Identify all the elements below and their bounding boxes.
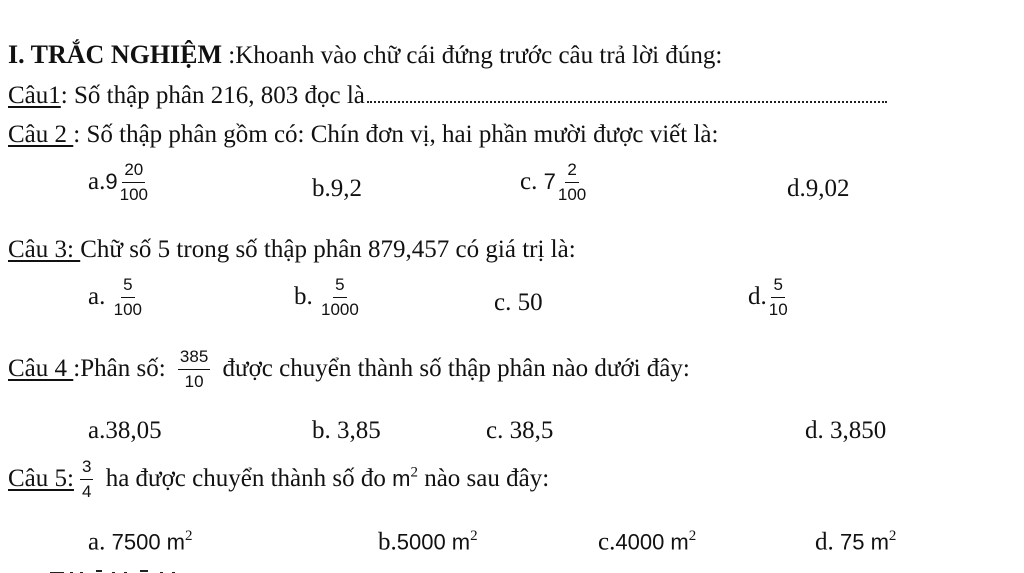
q4-option-a[interactable]: a.38,05	[88, 417, 162, 444]
question-4-fraction	[178, 347, 210, 391]
answer-dotted-line	[367, 99, 887, 103]
question-3-text: Chữ số 5 trong số thập phân 879,457 có giá trị là:	[80, 236, 576, 263]
q5-option-d-exponent: 2	[888, 528, 897, 544]
q5-option-b-exponent: 2	[470, 528, 478, 544]
section-label: I. TRẮC NGHIỆM	[8, 40, 223, 69]
q5-option-a-value: 7500 m	[111, 529, 185, 555]
question-4-label: Câu 4	[8, 355, 74, 383]
cut-off-next-heading	[0, 564, 1024, 573]
question-1-text: : Số thập phân 216, 803 đọc là	[60, 82, 365, 109]
question-5-text-after: nào sau đây:	[417, 465, 550, 493]
q2-option-a-denominator: 100	[119, 184, 148, 204]
q3-option-b-prefix: b.	[294, 283, 319, 311]
q2-option-b[interactable]: b.9,2	[312, 175, 362, 202]
question-5-text-before-unit: ha được chuyển thành số đo	[99, 465, 393, 493]
q3-option-b-fraction	[319, 275, 361, 319]
q3-option-a-fraction	[112, 275, 144, 319]
q2-option-c-denominator: 100	[557, 184, 587, 204]
question-5	[8, 457, 549, 501]
q3-option-d-denominator: 10	[768, 299, 788, 319]
q3-option-a[interactable]	[88, 275, 144, 319]
question-2-label: Câu 2	[8, 121, 74, 148]
q3-option-d-prefix: d.	[748, 283, 767, 311]
q5-option-b-prefix: b.	[378, 528, 397, 556]
q5-option-a-prefix: a.	[88, 528, 112, 556]
q5-option-c-exponent: 2	[688, 528, 697, 544]
q5-option-c[interactable]	[598, 528, 696, 556]
question-3-label: Câu 3:	[8, 236, 81, 263]
q2-option-d[interactable]: d.9,02	[787, 175, 850, 202]
q5-option-d-prefix: d.	[815, 528, 840, 556]
section-heading	[8, 40, 722, 70]
question-3	[8, 236, 576, 264]
question-4-text-after: được chuyển thành số thập phân nào dưới đây:	[216, 355, 690, 383]
question-4-denominator: 10	[184, 371, 204, 391]
q3-option-a-prefix: a.	[88, 283, 112, 311]
q2-option-a-fraction	[118, 160, 150, 204]
q2-option-c-numerator: 2	[565, 160, 578, 183]
q5-option-d[interactable]	[815, 528, 896, 556]
q2-option-c[interactable]	[520, 160, 588, 204]
question-4	[8, 347, 690, 391]
question-5-label: Câu 5:	[8, 465, 74, 493]
q4-option-d[interactable]: d. 3,850	[805, 417, 887, 444]
question-1-label: Câu1	[8, 82, 61, 109]
q5-option-a[interactable]	[88, 528, 193, 556]
q5-option-b-value: 5000 m	[396, 529, 471, 555]
cut-off-glyph-tops	[0, 568, 260, 573]
question-2	[8, 121, 718, 149]
q3-option-b-numerator: 5	[333, 275, 346, 298]
q5-option-c-prefix: c.	[598, 528, 616, 556]
question-4-text-before: :Phân số:	[73, 355, 172, 383]
question-5-unit-exponent: 2	[410, 464, 418, 481]
q3-option-c[interactable]: c. 50	[494, 289, 543, 316]
q3-option-d-fraction	[767, 275, 790, 319]
q3-option-a-denominator: 100	[113, 299, 142, 319]
question-1	[8, 82, 887, 110]
q5-option-c-value: 4000 m	[615, 529, 689, 555]
section-instruction: :Khoanh vào chữ cái đứng trước câu trả lời đúng:	[222, 42, 723, 69]
q4-option-b[interactable]: b. 3,85	[312, 417, 381, 444]
q5-option-a-exponent: 2	[185, 528, 193, 544]
question-4-numerator: 385	[178, 347, 210, 370]
q3-option-b-denominator: 1000	[321, 299, 359, 319]
q2-option-c-prefix: c.	[520, 168, 544, 196]
question-5-denominator: 4	[81, 481, 92, 501]
q4-option-c[interactable]: c. 38,5	[486, 417, 554, 444]
q5-option-b[interactable]	[378, 528, 478, 556]
q3-option-a-numerator: 5	[121, 275, 134, 298]
q3-option-d[interactable]	[748, 275, 790, 319]
q2-option-c-whole: 7	[543, 169, 556, 195]
question-5-unit: m	[392, 466, 411, 492]
q5-option-d-value: 75 m	[840, 529, 889, 555]
q2-option-a[interactable]	[88, 160, 150, 204]
q2-option-a-numerator: 20	[122, 160, 145, 183]
question-5-fraction	[80, 457, 93, 501]
q2-option-a-whole: 9	[105, 169, 118, 195]
q3-option-b[interactable]	[294, 275, 361, 319]
q2-option-c-fraction	[556, 160, 588, 204]
q3-option-d-numerator: 5	[771, 275, 784, 298]
question-2-text: : Số thập phân gồm có: Chín đơn vị, hai phần mười được viết là:	[73, 121, 719, 148]
question-5-numerator: 3	[80, 457, 93, 480]
q2-option-a-prefix: a.	[88, 168, 106, 196]
